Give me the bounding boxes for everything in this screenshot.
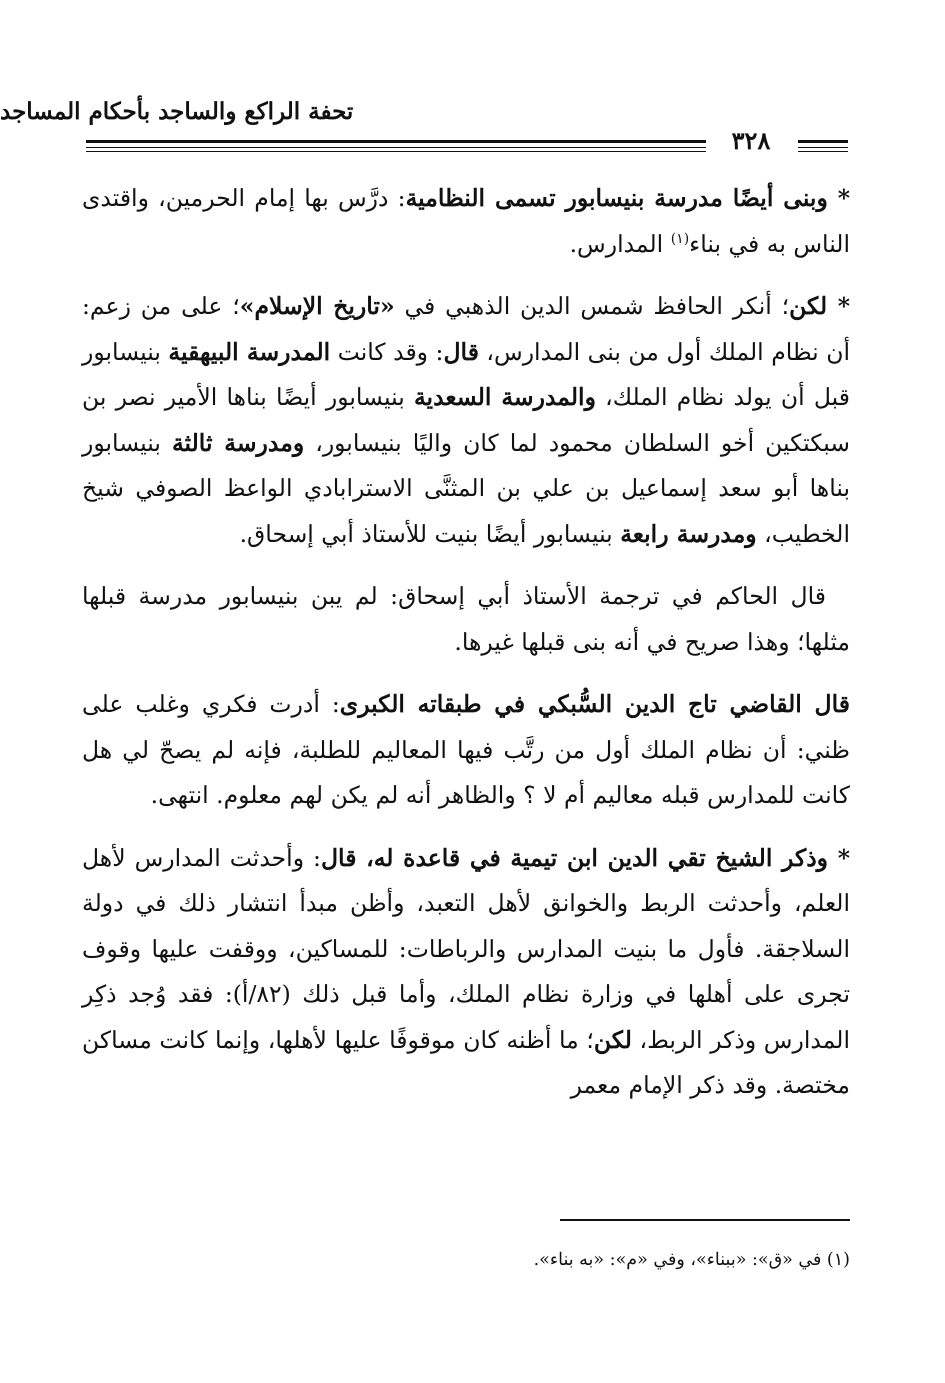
bold-phrase: قال القاضي تاج الدين السُّبكي في طبقاته الكبرى: [339, 690, 850, 718]
bold-phrase: * لكن: [789, 292, 850, 320]
main-text: [82, 176, 850, 1126]
text-run: : أدرت فكري وغلب على ظني: أن نظام الملك أول من رتَّب فيها المعاليم للطلبة، فإنه لم يصحّ لي هل كانت للمدارس قبله معاليم أم لا ؟ والظاهر أنه لم يكن لهم معلوم. انتهى.: [82, 690, 850, 809]
footnote: (١) في «ق»: «ببناء»، وفي «م»: «به بناء».: [533, 1250, 850, 1270]
text-run: ؛ أنكر الحافظ شمس الدين الذهبي في: [394, 292, 790, 320]
footnote-separator: [560, 1219, 850, 1221]
text-run: بنيسابور أيضًا بنيت للأستاذ أبي إسحاق.: [239, 519, 621, 548]
bold-phrase: ومدرسة رابعة: [620, 519, 757, 548]
bold-phrase: لكن: [593, 1025, 632, 1054]
text-run: قال الحاكم في ترجمة الأستاذ أبي إسحاق: لم يبن بنيسابور مدرسة قبلها مثلها؛ وهذا صريح في أنه بنى قبلها غيرها.: [82, 582, 850, 656]
paragraph: [82, 836, 850, 1109]
text-run: ؛ ما أظنه كان موقوفًا عليها لأهلها، وإنما كانت مساكن مختصة. وقد ذكر الإمام معمر: [82, 1025, 850, 1099]
bold-phrase: ومدرسة ثالثة: [171, 428, 305, 457]
bold-phrase: * وبنى أيضًا مدرسة بنيسابور تسمى النظامية: [405, 184, 850, 212]
text-run: بنيسابور أيضًا بناها الأمير نصر بن سبكتكين أخو السلطان محمود لما كان واليًا بنيسابور،: [82, 383, 850, 457]
header-double-rule-right: [798, 140, 848, 148]
text-run: بنيسابور قبل أن يولد نظام الملك،: [82, 337, 850, 411]
text-run: : درَّس بها إمام الحرمين، واقتدى الناس به في بناء: [82, 184, 850, 258]
paragraph: [82, 176, 850, 267]
footnote-marker: (١): [670, 230, 690, 247]
text-run: المدارس.: [569, 229, 671, 258]
paragraph: [82, 682, 850, 819]
paragraph: [82, 284, 850, 557]
bold-phrase: والمدرسة السعدية: [413, 383, 596, 411]
header-double-rule-left: [86, 140, 706, 148]
bold-phrase: قال: [443, 337, 479, 366]
text-run: بنيسابور بناها أبو سعد إسماعيل بن علي بن المثنَّى الاسترابادي الواعظ الصوفي شيخ الخطيب،: [82, 428, 850, 548]
bold-phrase: * وذكر الشيخ تقي الدين ابن تيمية في قاعدة له، قال: [320, 843, 850, 872]
bold-phrase: المدرسة البيهقية: [168, 337, 331, 366]
running-title: تحفة الراكع والساجد بأحكام المساجد: [0, 98, 354, 125]
text-run: : وقد كانت: [330, 337, 444, 366]
paragraph: [82, 574, 850, 665]
page-number: ٣٢٨: [731, 126, 771, 155]
header-rule: [86, 126, 848, 155]
bold-phrase: «تاريخ الإسلام»: [239, 292, 395, 320]
text-run: ؛ على من زعم: أن نظام الملك أول من بنى المدارس،: [82, 292, 851, 366]
text-run: : وأحدثت المدارس لأهل العلم، وأحدثت الربط والخوانق لأهل التعبد، وأظن مبدأ انتشار ذلك في دولة السلاجقة. فأول ما بنيت المدارس والرباطات: للمساكين، ووقفت عليها وقوف تجرى على أهلها في وزارة نظام الملك، وأما قبل ذلك (٨٢/أ): فقد وُجد ذكِر المدارس وذكر الربط،: [82, 843, 850, 1054]
